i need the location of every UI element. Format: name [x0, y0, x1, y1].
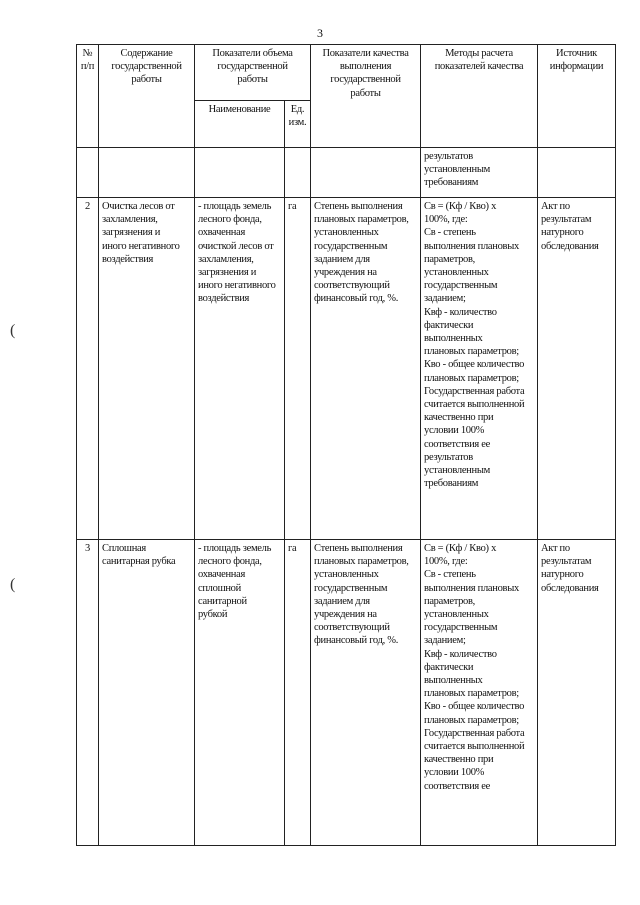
volume-name: - площадь земель лесного фонда, охваченная сплошной санитарной рубкой: [195, 540, 285, 846]
header-volume-unit: Ед. изм.: [285, 101, 311, 148]
quality-indicator: Степень выполнения плановых параметров, установленных государственным заданием для учреждения на соответствующий финансовый год, %.: [311, 540, 421, 846]
page-number: 3: [317, 26, 323, 40]
continuation-methods: результатов установленным требованиям: [421, 148, 538, 198]
information-source: Акт по результатам натурного обследования: [538, 540, 616, 846]
continuation-row: [77, 148, 616, 198]
volume-unit: га: [285, 540, 311, 846]
header-information-source: Источник информации: [538, 45, 616, 148]
header-number: № п/п: [77, 45, 99, 148]
margin-bracket-mark: (: [10, 322, 16, 339]
calculation-method: Св = (Кф / Кво) х 100%, где: Св - степень выполнения плановых параметров, установленных государственным заданием; Квф - количество фактически выполненных плановых параметров; Кво - общее количество плановых параметров; Государственная работа считается выполненной качественно при условии 100% соответствия ее: [421, 540, 538, 846]
header-volume-name: Наименование: [195, 101, 285, 148]
table-row: [77, 198, 616, 540]
volume-unit: га: [285, 198, 311, 540]
header-volume-indicators: Показатели объема государственной работы: [195, 45, 311, 101]
row-number: 3: [77, 540, 99, 846]
header-quality-indicators: Показатели качества выполнения государственной работы: [311, 45, 421, 148]
header-calculation-methods: Методы расчета показателей качества: [421, 45, 538, 148]
margin-bracket-mark: (: [10, 576, 16, 593]
work-content: Сплошная санитарная рубка: [99, 540, 195, 846]
work-indicators-table: [76, 44, 616, 846]
table-row: [77, 540, 616, 846]
information-source: Акт по результатам натурного обследования: [538, 198, 616, 540]
header-row: [77, 45, 616, 101]
header-work-content: Содержание государственной работы: [99, 45, 195, 148]
quality-indicator: Степень выполнения плановых параметров, установленных государственным заданием для учреждения на соответствующий финансовый год, %.: [311, 198, 421, 540]
calculation-method: Св = (Кф / Кво) х 100%, где: Св - степень выполнения плановых параметров, установленных государственным заданием; Квф - количество фактически выполненных плановых параметров; Кво - общее количество плановых параметров; Государственная работа считается выполненной качественно при условии 100% соответствия ее результатов установленным требованиям: [421, 198, 538, 540]
row-number: 2: [77, 198, 99, 540]
volume-name: - площадь земель лесного фонда, охваченная очисткой лесов от захламления, загрязнения и иного негативного воздействия: [195, 198, 285, 540]
work-content: Очистка лесов от захламления, загрязнения и иного негативного воздействия: [99, 198, 195, 540]
